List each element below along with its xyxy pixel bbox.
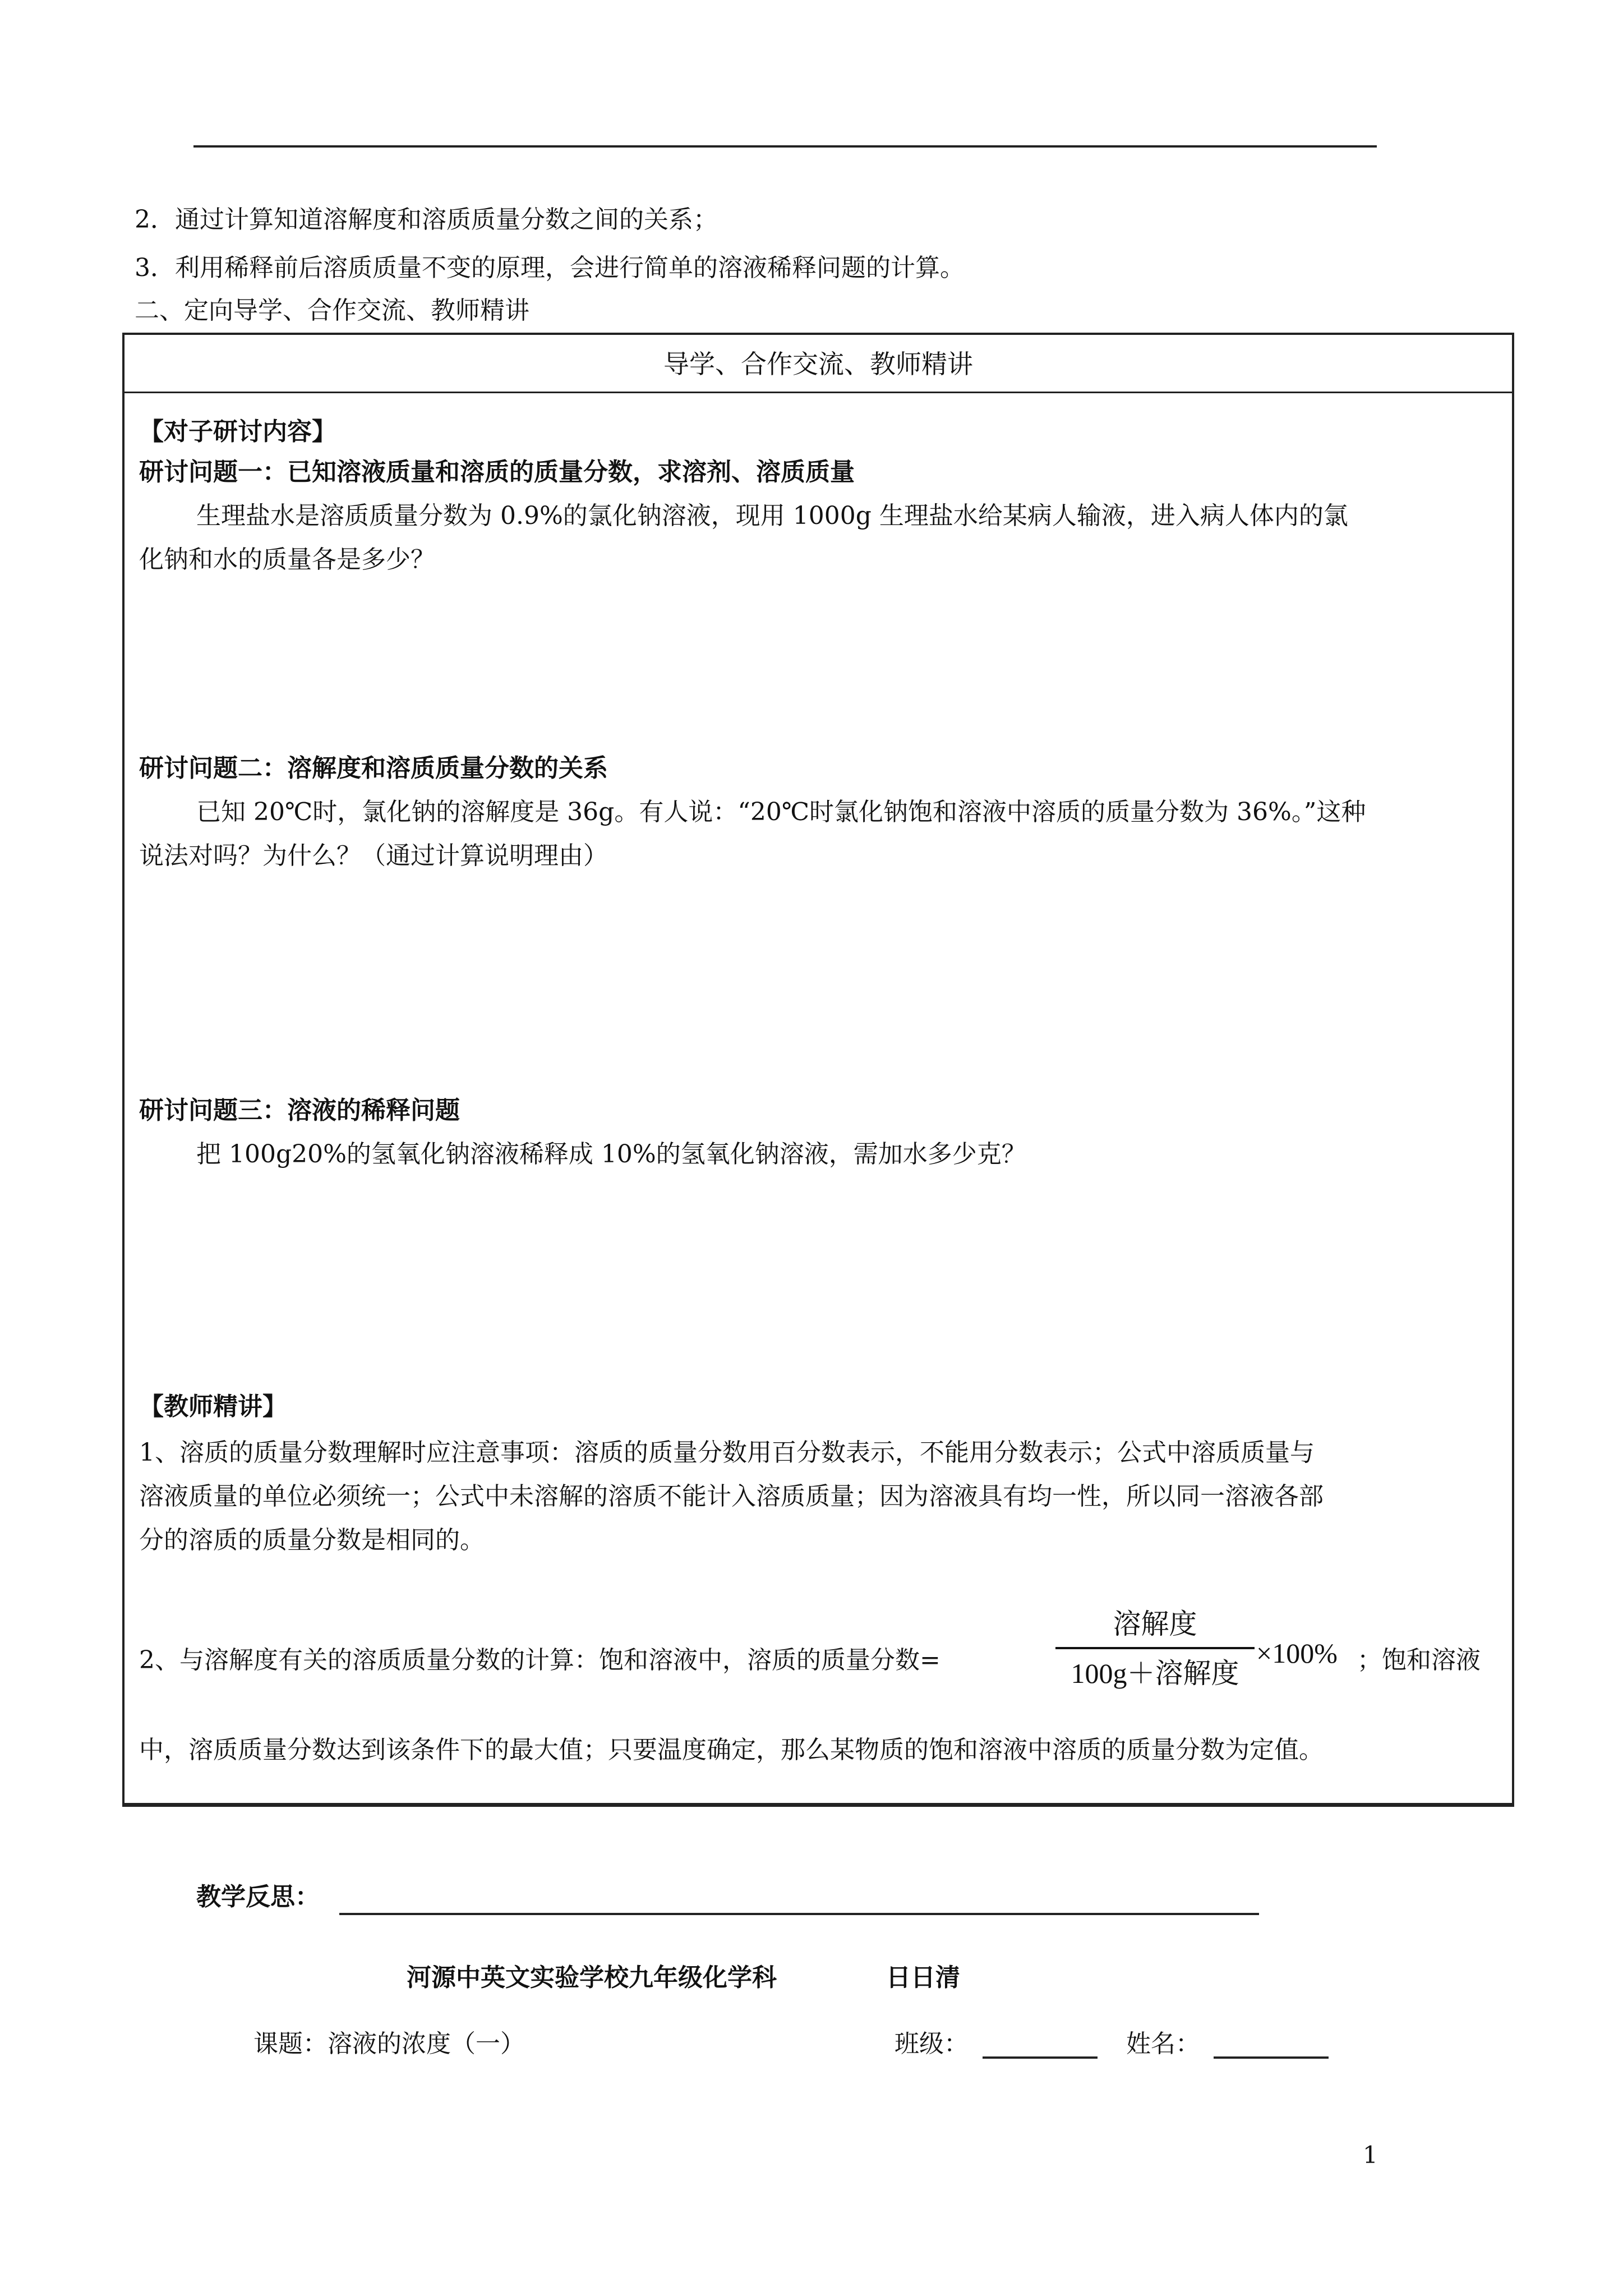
reflection-line bbox=[339, 1913, 1259, 1915]
class-field[interactable] bbox=[983, 2056, 1098, 2059]
school-title: 河源中英文实验学校九年级化学科 bbox=[407, 1963, 777, 1992]
question-1-title: 研讨问题一：已知溶液质量和溶质的质量分数，求溶剂、溶质质量 bbox=[139, 458, 855, 486]
fraction-denominator: 100g＋溶解度 bbox=[1071, 1658, 1239, 1689]
question-3-title: 研讨问题三：溶液的稀释问题 bbox=[139, 1096, 460, 1125]
reflection-label: 教学反思： bbox=[196, 1883, 320, 1911]
times-100-percent: ×100% bbox=[1256, 1637, 1338, 1669]
note-1-line-2: 溶液质量的单位必须统一；公式中未溶解的溶质不能计入溶质质量；因为溶液具有均一性，所以同一溶液各部 bbox=[139, 1482, 1324, 1511]
table-header bbox=[125, 333, 1512, 393]
question-1-line-2: 化钠和水的质量各是多少？ bbox=[139, 545, 435, 574]
name-field[interactable] bbox=[1214, 2056, 1329, 2059]
note-2-suffix: ；饱和溶液 bbox=[1357, 1646, 1481, 1674]
note-2-prefix: 2、与溶解度有关的溶质质量分数的计算：饱和溶液中，溶质的质量分数= bbox=[139, 1646, 940, 1674]
lesson-topic: 课题：溶液的浓度（一） bbox=[253, 2030, 525, 2058]
question-2-line-2: 说法对吗？为什么？（通过计算说明理由） bbox=[139, 841, 608, 870]
objective-2: 2．通过计算知道溶解度和溶质质量分数之间的关系； bbox=[135, 205, 718, 234]
name-label: 姓名： bbox=[1126, 2030, 1200, 2058]
question-3-line-1: 把 100g20%的氢氧化钠溶液稀释成 10%的氢氧化钠溶液，需加水多少克？ bbox=[196, 1140, 1026, 1168]
section-heading: 二、定向导学、合作交流、教师精讲 bbox=[135, 296, 529, 325]
table-header-text: 导学、合作交流、教师精讲 bbox=[663, 348, 973, 379]
question-1-line-1: 生理盐水是溶质质量分数为 0.9%的氯化钠溶液，现用 1000g 生理盐水给某病人输液，进入病人体内的氯 bbox=[196, 501, 1348, 530]
teacher-explanation-title: 【教师精讲】 bbox=[139, 1392, 287, 1421]
header-rule bbox=[193, 145, 1377, 148]
class-label: 班级： bbox=[895, 2030, 969, 2058]
fraction-bar bbox=[1055, 1647, 1255, 1649]
objective-3: 3．利用稀释前后溶质质量不变的原理，会进行简单的溶液稀释问题的计算。 bbox=[135, 254, 965, 282]
question-2-title: 研讨问题二：溶解度和溶质质量分数的关系 bbox=[139, 754, 608, 783]
note-1-line-3: 分的溶质的质量分数是相同的。 bbox=[139, 1526, 485, 1554]
note-1-line-1: 1、溶质的质量分数理解时应注意事项：溶质的质量分数用百分数表示，不能用分数表示；公式中溶质质量与 bbox=[139, 1438, 1315, 1467]
daily-label: 日日清 bbox=[886, 1963, 960, 1992]
note-2-line-2: 中，溶质质量分数达到该条件下的最大值；只要温度确定，那么某物质的饱和溶液中溶质的质量分数为定值。 bbox=[139, 1736, 1324, 1764]
fraction-numerator: 溶解度 bbox=[1113, 1608, 1197, 1640]
page-number: 1 bbox=[1363, 2141, 1378, 2169]
question-2-line-1: 已知 20℃时，氯化钠的溶解度是 36g。有人说：“20℃时氯化钠饱和溶液中溶质的质量分数为 36%。”这种 bbox=[196, 798, 1366, 826]
solubility-fraction bbox=[1055, 1604, 1255, 1693]
discussion-title: 【对子研讨内容】 bbox=[139, 417, 336, 446]
